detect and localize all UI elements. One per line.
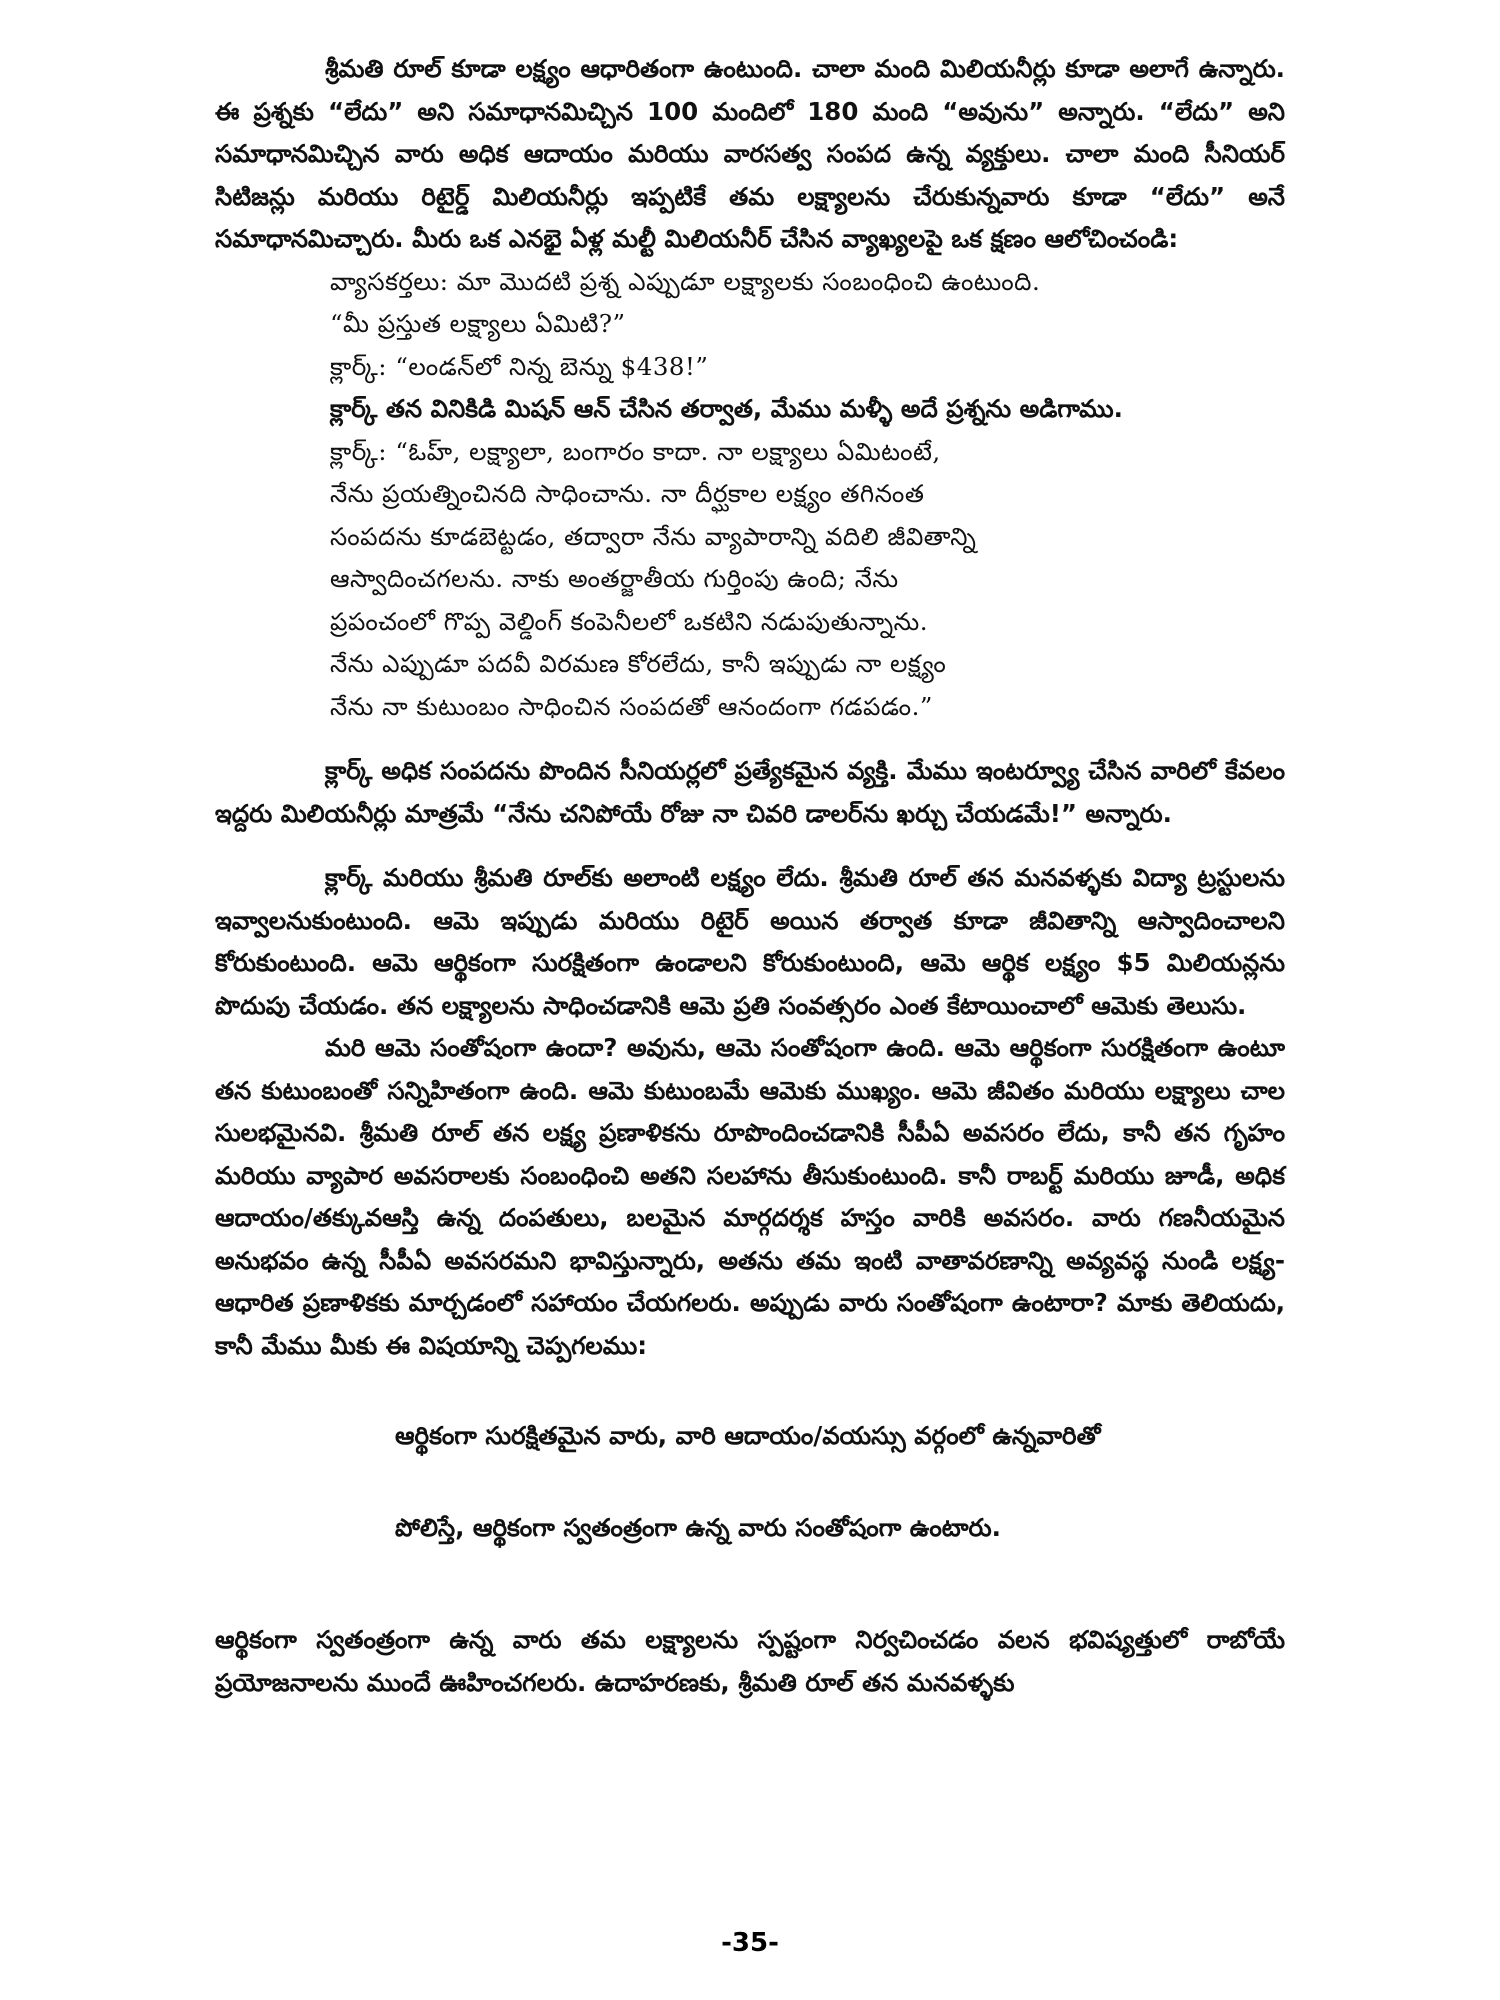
page-number: -35- [721,1928,779,1958]
paragraph-hearing-aid: క్లార్క్ తన వినికిడి మిషన్ ఆన్ చేసిన తర్వాత, మేము మళ్ళీ అదే ప్రశ్నను అడిగాము. [330,394,1123,423]
highlighted-conclusion [215,1367,1285,1597]
quote-clark-goals: క్లార్క్: “ఓహ్, లక్ష్యాలా, బంగారం కాదా. నా లక్ష్యాలు ఏమిటంటే, నేను ప్రయత్నించినది సాధించాను. నా దీర్ఘకాల లక్ష్యం తగినంత సంపదను కూడబెట్టడం, తద్వారా నేను వ్యాపారాన్ని వదిలి జీవితాన్ని ఆస్వాదించగలను. నాకు అంతర్జాతీయ గుర్తింపు ఉంది; నేను ప్రపంచంలో గొప్ప వెల్డింగ్ కంపెనీలలో ఒకటిని నడుపుతున్నాను. నేను ఎప్పుడూ పదవీ విరమణ కోరలేదు, కానీ ఇప్పుడు నా లక్ష్యం నేను నా కుటుంబం సాధించిన సంపదతో ఆనందంగా గడపడం.” [330,436,977,721]
quote-clark-first-reply: క్లార్క్: “లండన్‌లో నిన్న బెన్ను $438!” [330,351,709,381]
paragraph-financially-independent: ఆర్థికంగా స్వతంత్రంగా ఉన్న వారు తమ లక్ష్యాలను స్పష్టంగా నిర్వచించడం వలన భవిష్యత్తులో రాబోయే ప్రయోజనాలను ముందే ఊహించగలరు. ఉదాహరణకు, శ్రీమతి రూల్ తన మనవళ్ళకు [215,1625,1285,1697]
paragraph-mrs-rule-goals: క్లార్క్ మరియు శ్రీమతి రూల్‌కు అలాంటి లక్ష్యం లేదు. శ్రీమతి రూల్ తన మనవళ్ళకు విద్యా ట్రస్టులను ఇవ్వాలనుకుంటుంది. ఆమె ఇప్పుడు మరియు రిటైర్ అయిన తర్వాత కూడా జీవితాన్ని ఆస్వాదించాలని కోరుకుంటుంది. ఆమె ఆర్థికంగా సురక్షితంగా ఉండాలని కోరుకుంటుంది, ఆమె ఆర్థిక లక్ష్యం $5 మిలియన్లను పొదుపు చేయడం. తన లక్ష్యాలను సాధించడానికి ఆమె ప్రతి సంవత్సరం ఎంత కేటాయించాలో ఆమెకు తెలుసు. [215,863,1285,1020]
conclusion-line-2: పోలిస్తే, ఆర్థికంగా స్వతంత్రంగా ఉన్న వారు సంతోషంగా ఉంటారు. [395,1513,1001,1542]
paragraph-intro: శ్రీమతి రూల్ కూడా లక్ష్యం ఆధారితంగా ఉంటుంది. చాలా మంది మిలియనీర్లు కూడా అలాగే ఉన్నారు. ఈ ప్రశ్నకు “లేదు” అని సమాధానమిచ్చిన 100 మందిలో 180 మంది “అవును” అన్నారు. “లేదు” అని సమాధానమిచ్చిన వారు అధిక ఆదాయం మరియు వారసత్వ సంపద ఉన్న వ్యక్తులు. చాలా మంది సీనియర్ సిటిజన్లు మరియు రిటైర్డ్ మిలియనీర్లు ఇప్పటికే తమ లక్ష్యాలను చేరుకున్నవారు కూడా “లేదు” అనే సమాధానమిచ్చారు. మీరు ఒక ఎనభై ఏళ్ల మల్టీ మిలియనీర్ చేసిన వ్యాఖ్యలపై ఒక క్షణం ఆలోచించండి: [215,54,1285,253]
paragraph-clark-unique: క్లార్క్ అధిక సంపదను పొందిన సీనియర్లలో ప్రత్యేకమైన వ్యక్తి. మేము ఇంటర్వ్యూ చేసిన వారిలో కేవలం ఇద్దరు మిలియనీర్లు మాత్రమే “నేను చనిపోయే రోజు నా చివరి డాలర్‌ను ఖర్చు చేయడమే!” అన్నారు. [215,756,1285,828]
quote-interviewer-question: వ్యాసకర్తలు: మా మొదటి ప్రశ్న ఎప్పుడూ లక్ష్యాలకు సంబంధించి ఉంటుంది. “మీ ప్రస్తుత లక్ష్యాలు ఏమిటి?” [330,266,1041,338]
conclusion-line-1: ఆర్థికంగా సురక్షితమైన వారు, వారి ఆదాయం/వయస్సు వర్గంలో ఉన్నవారితో [395,1421,1101,1450]
paragraph-is-she-happy: మరి ఆమె సంతోషంగా ఉందా? అవును, ఆమె సంతోషంగా ఉంది. ఆమె ఆర్థికంగా సురక్షితంగా ఉంటూ తన కుటుంబంతో సన్నిహితంగా ఉంది. ఆమె కుటుంబమే ఆమెకు ముఖ్యం. ఆమె జీవితం మరియు లక్ష్యాలు చాల సులభమైనవి. శ్రీమతి రూల్ తన లక్ష్య ప్రణాళికను రూపొందించడానికి సీపీఏ అవసరం లేదు, కానీ తన గృహం మరియు వ్యాపార అవసరాలకు సంబంధించి అతని సలహాను తీసుకుంటుంది. కానీ రాబర్ట్ మరియు జూడీ, అధిక ఆదాయం/తక్కువఆస్తి ఉన్న దంపతులు, బలమైన మార్గదర్శక హస్తం వారికి అవసరం. వారు గణనీయమైన అనుభవం ఉన్న సీపీఏ అవసరమని భావిస్తున్నారు, అతను తమ ఇంటి వాతావరణాన్ని అవ్యవస్థ నుండి లక్ష్య- ఆధారిత ప్రణాళికకు మార్చడంలో సహాయం చేయగలరు. అప్పుడు వారు సంతోషంగా ఉంటారా? మాకు తెలియదు, కానీ మేము మీకు ఈ విషయాన్ని చెప్పగలము: [215,1033,1285,1360]
